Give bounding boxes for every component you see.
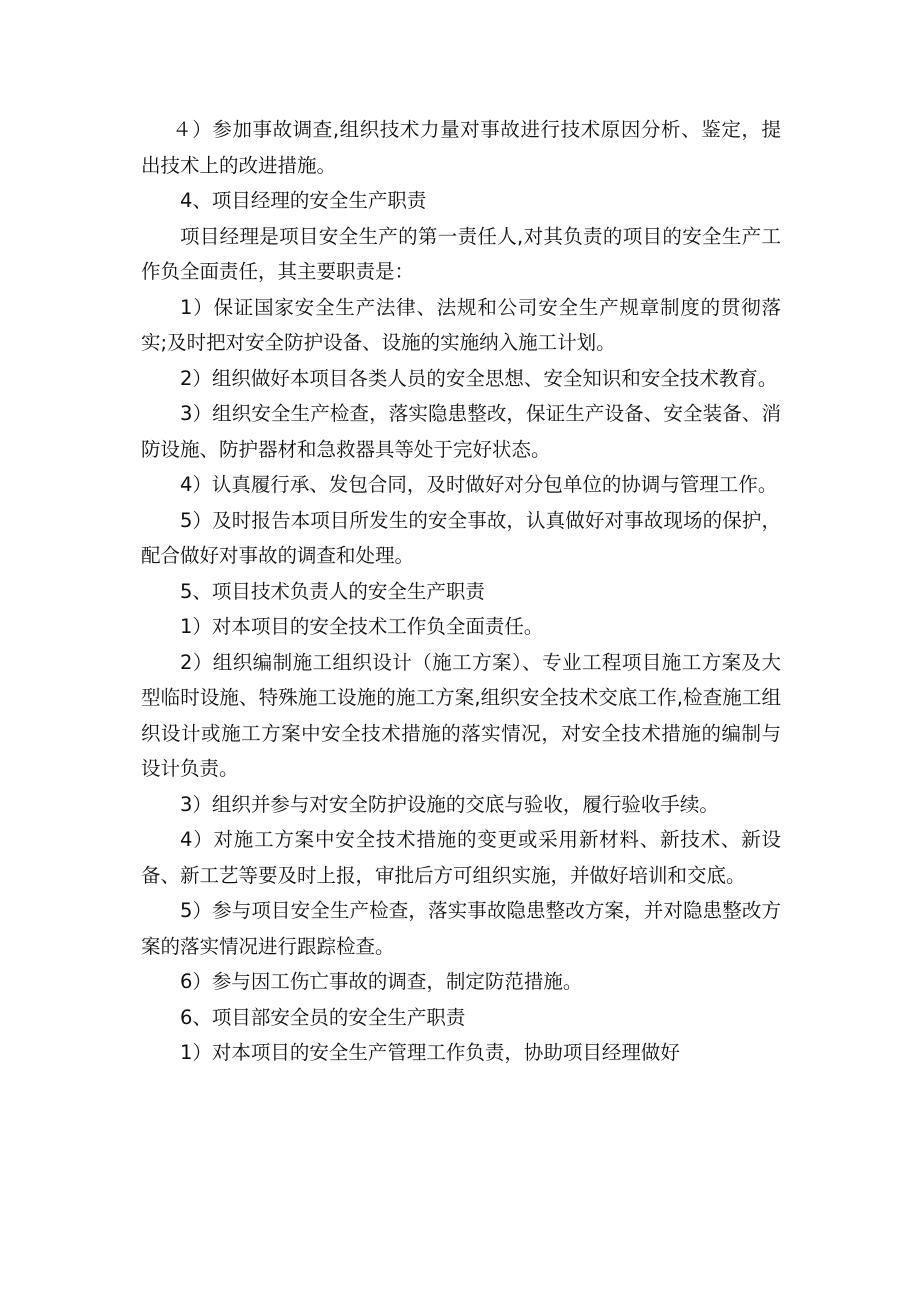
paragraph-tech-duty-5: 5）参与项目安全生产检查，落实事故隐患整改方案，并对隐患整改方案的落实情况进行跟踪检查。 <box>141 899 781 958</box>
paragraph-pm-intro: 项目经理是项目安全生产的第一责任人,对其负责的项目的安全生产工作负全面责任，其主要职责是： <box>141 224 781 283</box>
section-heading-tech-lead: 5、项目技术负责人的安全生产职责 <box>180 579 485 603</box>
section-heading-safety-officer: 6、项目部安全员的安全生产职责 <box>180 1005 466 1029</box>
section-heading-project-manager: 4、项目经理的安全生产职责 <box>180 189 427 212</box>
paragraph-safety-duty-1: 1）对本项目的安全生产管理工作负责，协助项目经理做好 <box>180 1041 680 1064</box>
paragraph-tech-duty-3: 3）组织并参与对安全防护设施的交底与验收，履行验收手续。 <box>180 792 719 816</box>
paragraph-pm-duty-2: 2）组织做好本项目各类人员的安全思想、安全知识和安全技术教育。 <box>180 366 778 390</box>
paragraph-tech-duty-1: 1）对本项目的安全技术工作负全面责任。 <box>180 615 544 638</box>
paragraph-tech-improvement: ４）参加事故调查,组织技术力量对事故进行技术原因分析、鉴定，提出技术上的改进措施。 <box>141 118 781 177</box>
paragraph-pm-duty-4: 4）认真履行承、发包合同，及时做好对分包单位的协调与管理工作。 <box>180 473 778 496</box>
paragraph-tech-duty-4: 4）对施工方案中安全技术措施的变更或采用新材料、新技术、新设备、新工艺等要及时上报，审批后方可组织实施，并做好培训和交底。 <box>141 828 781 887</box>
paragraph-pm-duty-3: 3）组织安全生产检查，落实隐患整改，保证生产设备、安全装备、消防设施、防护器材和急救器具等处于完好状态。 <box>141 402 781 461</box>
document-body <box>141 112 781 1071</box>
paragraph-tech-duty-6: 6）参与因工伤亡事故的调查，制定防范措施。 <box>180 970 583 993</box>
paragraph-tech-duty-2: 2）组织编制施工组织设计（施工方案）、专业工程项目施工方案及大型临时设施、特殊施工设施的施工方案,组织安全技术交底工作,检查施工组织设计或施工方案中安全技术措施的落实情况，对安全技术措施的编制与设计负责。 <box>141 650 781 780</box>
paragraph-pm-duty-1: 1）保证国家安全生产法律、法规和公司安全生产规章制度的贯彻落实;及时把对安全防护设备、设施的实施纳入施工计划。 <box>141 295 781 354</box>
paragraph-pm-duty-5: 5）及时报告本项目所发生的安全事故，认真做好对事故现场的保护，配合做好对事故的调查和处理。 <box>141 508 781 567</box>
